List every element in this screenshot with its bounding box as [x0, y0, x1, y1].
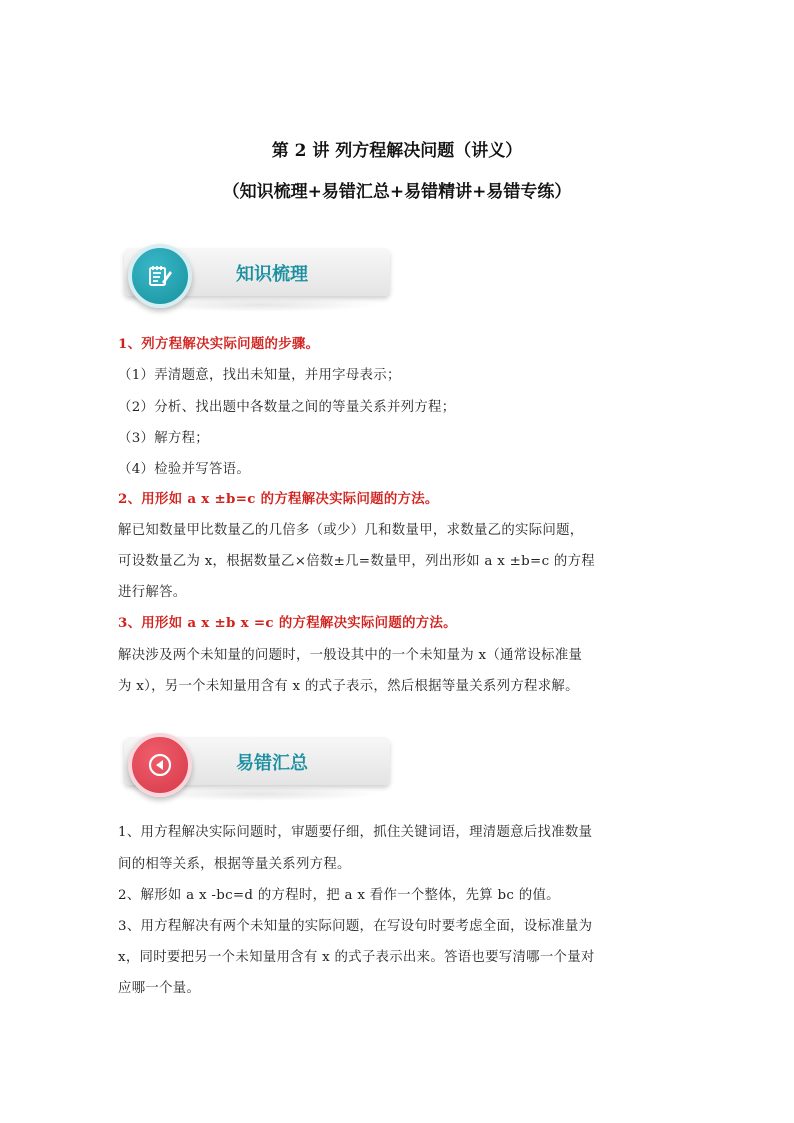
- section-text-line: 进行解答。: [118, 585, 187, 600]
- section-heading-common-errors: 易错汇总: [236, 753, 308, 774]
- section-text-line: （2）分析、找出题中各数量之间的等量关系并列方程；: [118, 400, 456, 415]
- page-subtitle: （知识梳理+易错汇总+易错精讲+易错专练）: [222, 182, 572, 202]
- section-text-line: （1）弄清题意，找出未知量，并用字母表示；: [118, 368, 401, 383]
- notepad-pencil-icon: [128, 244, 192, 308]
- section-text-line: 解已知数量甲比数量乙的几倍多（或少）几和数量甲，求数量乙的实际问题，: [118, 523, 584, 538]
- section-item-heading: 3、用形如 a x ±b x =c 的方程解决实际问题的方法。: [118, 615, 457, 631]
- section-item-heading: 2、用形如 a x ±b=c 的方程解决实际问题的方法。: [118, 491, 439, 507]
- page-title: 第 2 讲 列方程解决问题（讲义）: [271, 141, 523, 161]
- play-back-icon: [128, 733, 192, 797]
- section-text-line: 为 x），另一个未知量用含有 x 的式子表示，然后根据等量关系列方程求解。: [118, 679, 579, 694]
- section-text-line: 可设数量乙为 x，根据数量乙×倍数±几=数量甲，列出形如 a x ±b=c 的方程: [118, 554, 595, 569]
- section-text-line: 3、用方程解决有两个未知量的实际问题，在写设句时要考虑全面，设标准量为: [118, 919, 593, 934]
- section-text-line: 间的相等关系，根据等量关系列方程。: [118, 857, 351, 872]
- section-item-heading: 1、列方程解决实际问题的步骤。: [118, 336, 320, 352]
- section-text-line: 解决涉及两个未知量的问题时，一般设其中的一个未知量为 x（通常设标准量: [118, 648, 583, 663]
- section-text-line: 1、用方程解决实际问题时，审题要仔细，抓住关键词语，理清题意后找准数量: [118, 825, 593, 840]
- section-text-line: （3）解方程；: [118, 431, 209, 446]
- section-text-line: 应哪一个量。: [118, 981, 201, 996]
- section-heading-knowledge: 知识梳理: [236, 264, 308, 285]
- section-text-line: （4）检验并写答语。: [118, 462, 251, 477]
- section-text-line: x，同时要把另一个未知量用含有 x 的式子表示出来。答语也要写清哪一个量对: [118, 950, 595, 965]
- section-text-line: 2、解形如 a x -bc=d 的方程时，把 a x 看作一个整体，先算 bc 的值。: [118, 888, 560, 903]
